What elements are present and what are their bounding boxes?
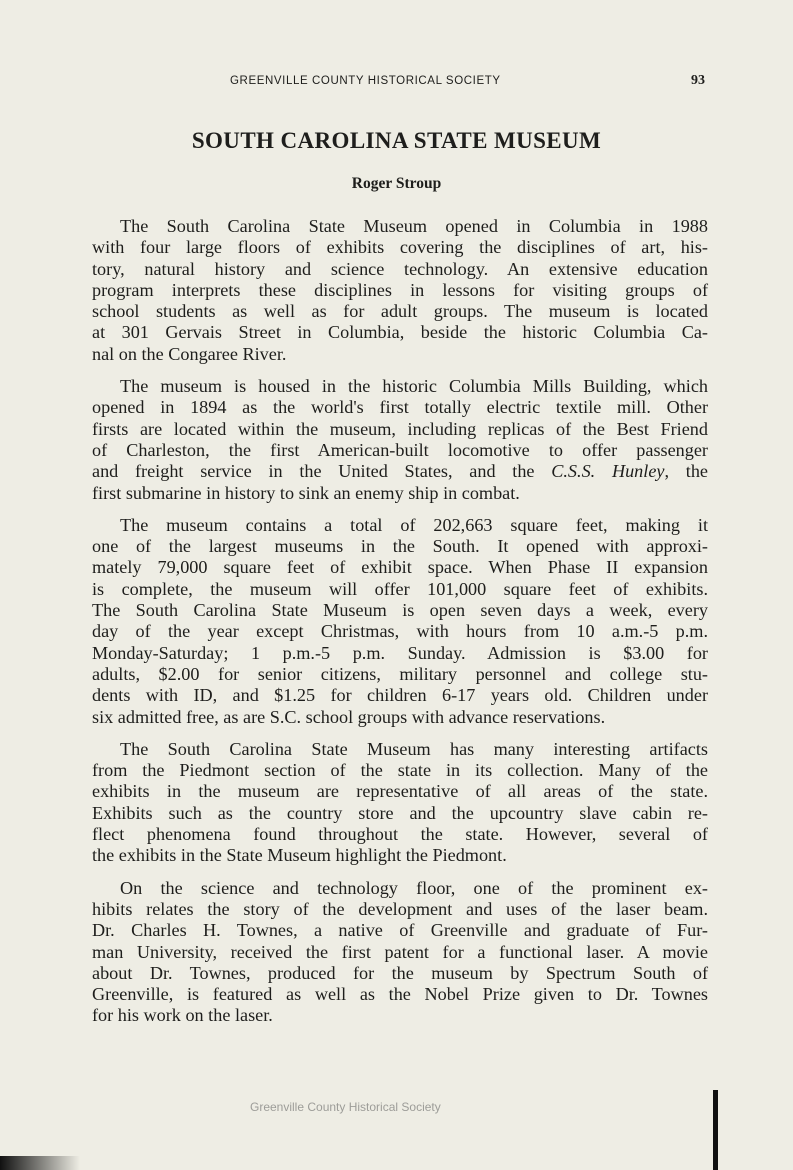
text-line: with four large floors of exhibits covering the disciplines of art, his- bbox=[92, 237, 708, 258]
text-line: The South Carolina State Museum is open seven days a week, every bbox=[92, 600, 708, 621]
paragraph bbox=[92, 216, 708, 365]
watermark: Greenville County Historical Society bbox=[250, 1100, 441, 1114]
text-line: dents with ID, and $1.25 for children 6-17 years old. Children under bbox=[92, 685, 708, 706]
text-line: The museum is housed in the historic Columbia Mills Building, which bbox=[120, 376, 708, 397]
text-line: Exhibits such as the country store and the upcountry slave cabin re- bbox=[92, 802, 708, 823]
ship-name: C.S.S. Hunley bbox=[551, 461, 665, 482]
text-line: about Dr. Townes, produced for the museum by Spectrum South of bbox=[92, 962, 708, 983]
text-line: for his work on the laser. bbox=[92, 1005, 273, 1026]
text-line: mately 79,000 square feet of exhibit space. When Phase II expansion bbox=[92, 557, 708, 578]
text-line: at 301 Gervais Street in Columbia, beside the historic Columbia Ca- bbox=[92, 322, 708, 343]
text-line: six admitted free, as are S.C. school groups with advance reservations. bbox=[92, 706, 606, 727]
text-line: of Charleston, the first American-built locomotive to offer passenger bbox=[92, 439, 708, 460]
text-line: firsts are located within the museum, including replicas of the Best Friend bbox=[92, 418, 708, 439]
scan-edge-shadow bbox=[0, 1156, 80, 1170]
text-line: day of the year except Christmas, with hours from 10 a.m.-5 p.m. bbox=[92, 621, 708, 642]
text-line: and freight service in the United States, and the C.S.S. Hunley, the bbox=[92, 461, 708, 482]
text-line: tory, natural history and science technology. An extensive education bbox=[92, 258, 708, 279]
text-line: first submarine in history to sink an enemy ship in combat. bbox=[92, 482, 520, 503]
text-line: exhibits in the museum are representative of all areas of the state. bbox=[92, 781, 708, 802]
paragraph bbox=[92, 739, 708, 867]
text-line: The South Carolina State Museum has many interesting artifacts bbox=[120, 738, 708, 759]
text-line: adults, $2.00 for senior citizens, military personnel and college stu- bbox=[92, 663, 708, 684]
text-line: man University, received the first patent for a functional laser. A movie bbox=[92, 941, 708, 962]
text-line: flect phenomena found throughout the state. However, several of bbox=[92, 824, 708, 845]
text-line: Dr. Charles H. Townes, a native of Greenville and graduate of Fur- bbox=[92, 920, 708, 941]
text-line: is complete, the museum will offer 101,000 square feet of exhibits. bbox=[92, 578, 708, 599]
text-line: The South Carolina State Museum opened in Columbia in 1988 bbox=[120, 216, 708, 236]
text-line: Greenville, is featured as well as the Nobel Prize given to Dr. Townes bbox=[92, 984, 708, 1005]
paragraph bbox=[92, 515, 708, 728]
page-number: 93 bbox=[691, 73, 705, 88]
text-line: school students as well as for adult groups. The museum is located bbox=[92, 301, 708, 322]
text-line: opened in 1894 as the world's first totally electric textile mill. Other bbox=[92, 397, 708, 418]
text-line: Monday-Saturday; 1 p.m.-5 p.m. Sunday. Admission is $3.00 for bbox=[92, 642, 708, 663]
article-body bbox=[92, 216, 708, 1038]
text-line: the exhibits in the State Museum highlight the Piedmont. bbox=[92, 845, 507, 866]
article-title: SOUTH CAROLINA STATE MUSEUM bbox=[191, 128, 602, 153]
article-author: Roger Stroup bbox=[351, 175, 442, 192]
running-head: GREENVILLE COUNTY HISTORICAL SOCIETY bbox=[230, 75, 501, 87]
text-line: from the Piedmont section of the state in its collection. Many of the bbox=[92, 760, 708, 781]
text-line: nal on the Congaree River. bbox=[92, 343, 287, 364]
scan-edge-bar bbox=[713, 1090, 718, 1170]
text-line: The museum contains a total of 202,663 square feet, making it bbox=[120, 514, 708, 535]
text-line: On the science and technology floor, one of the prominent ex- bbox=[120, 877, 708, 898]
text-line: hibits relates the story of the development and uses of the laser beam. bbox=[92, 898, 708, 919]
text-line: one of the largest museums in the South. It opened with approxi- bbox=[92, 536, 708, 557]
paragraph bbox=[92, 376, 708, 504]
paragraph bbox=[92, 878, 708, 1027]
text-line: program interprets these disciplines in lessons for visiting groups of bbox=[92, 279, 708, 300]
